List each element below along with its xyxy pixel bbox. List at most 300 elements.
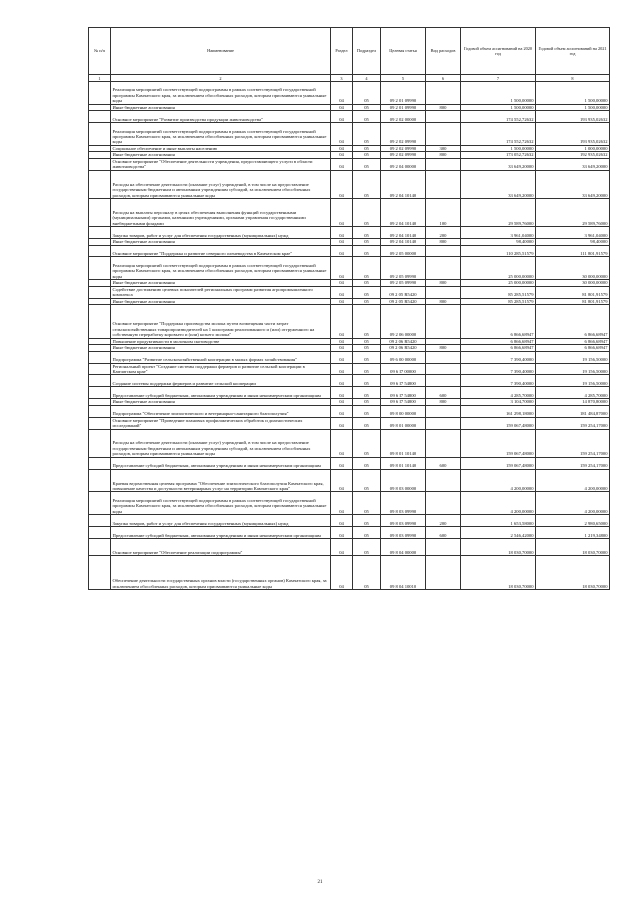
row-statya-cell: 09 8 04 10010 — [381, 556, 426, 590]
table-row — [89, 387, 610, 399]
row-statya-cell: 09 2 04 10140 — [381, 170, 426, 198]
row-vid-cell — [426, 286, 461, 298]
row-statya-cell: 09 2 06 R5420 — [381, 345, 426, 351]
row-2020-cell: 7 390,40000 — [461, 363, 536, 375]
row-2020-cell: 159 067,48000 — [461, 457, 536, 469]
table-row — [89, 305, 610, 339]
row-2020-cell: 110 285,51579 — [461, 245, 536, 257]
row-razdel-cell: 04 — [331, 152, 353, 158]
row-2021-cell: 1 000,00000 — [536, 145, 610, 151]
row-statya-cell: 09 2 05 00000 — [381, 245, 426, 257]
row-statya-cell: 09 8 01 10140 — [381, 457, 426, 469]
row-2021-cell: 4 200,00000 — [536, 492, 610, 515]
row-podrazdel-cell: 05 — [353, 280, 381, 286]
row-2020-cell: 4 200,00000 — [461, 492, 536, 515]
table-row — [89, 170, 610, 198]
row-podrazdel-cell: 05 — [353, 429, 381, 457]
row-2020-cell: 25 000,00000 — [461, 280, 536, 286]
row-podrazdel-cell: 05 — [353, 305, 381, 339]
row-2020-cell: 85 285,51579 — [461, 286, 536, 298]
row-number-cell — [89, 305, 111, 339]
row-number-cell — [89, 111, 111, 123]
row-podrazdel-cell: 05 — [353, 492, 381, 515]
header-2020: Годовой объем ассигнований на 2020 год — [461, 28, 536, 75]
row-vid-cell — [426, 305, 461, 339]
row-statya-cell: 09 2 06 00000 — [381, 305, 426, 339]
table-row — [89, 111, 610, 123]
header-name: Наименование — [111, 28, 331, 75]
row-name-cell: Иные бюджетные ассигнования — [111, 104, 331, 110]
row-name-cell: Основное мероприятие "Поддержка и развитие северного оленеводства в Камчатском крае" — [111, 245, 331, 257]
row-name-cell: Краевая ведомственная целевая программа "Обеспечение эпизоотического благополучия Камчатского края, повышение качества и доступности ветеринарных услуг на территории Камчатского края" — [111, 469, 331, 492]
row-2021-cell: 4 200,00000 — [536, 469, 610, 492]
row-number-cell — [89, 158, 111, 170]
row-podrazdel-cell: 05 — [353, 405, 381, 417]
row-name-cell: Расходы на обеспечение деятельности (оказание услуг) учреждений, в том числе на предоставление государственным бюджетным и автономным учреждениям субсидий, за исключением обособленных расходов, которым присваиваются уникальные коды — [111, 170, 331, 198]
row-name-cell: Закупка товаров, работ и услуг для обеспечения государственных (муниципальных) нужд — [111, 227, 331, 239]
table-row — [89, 429, 610, 457]
table-row — [89, 363, 610, 375]
row-number-cell — [89, 405, 111, 417]
row-razdel-cell: 04 — [331, 417, 353, 429]
row-2021-cell: 81 801,91579 — [536, 298, 610, 304]
row-name-cell: Основное мероприятие "Развитие производства продукции животноводства" — [111, 111, 331, 123]
row-razdel-cell: 04 — [331, 375, 353, 387]
row-number-cell — [89, 170, 111, 198]
row-name-cell: Основное мероприятие "Проведение плановых профилактических обработок и диагностических исследований" — [111, 417, 331, 429]
row-podrazdel-cell: 05 — [353, 399, 381, 405]
row-statya-cell: 09 2 05 09990 — [381, 280, 426, 286]
table-row — [89, 199, 610, 227]
row-2020-cell: 6 866,68947 — [461, 345, 536, 351]
column-number: 3 — [331, 75, 353, 82]
row-2020-cell: 33 649,20000 — [461, 170, 536, 198]
row-name-cell: Реализация мероприятий соответствующей подпрограммы в рамках соответствующей государственной программы Камчатского края, за исключением обособленных расходов, которым присваиваются уникальные коды — [111, 492, 331, 515]
row-statya-cell: 09 6 I7 54800 — [381, 387, 426, 399]
table-row — [89, 375, 610, 387]
row-name-cell: Создание системы поддержки фермеров и развитие сельской кооперации — [111, 375, 331, 387]
row-name-cell: Повышение продуктивности в молочном скотоводстве — [111, 338, 331, 344]
row-2020-cell: 1 500,00000 — [461, 82, 536, 105]
row-name-cell: Основное мероприятие "Обеспечение реализации подпрограммы" — [111, 539, 331, 556]
header-podrazdel: Подраздел — [353, 28, 381, 75]
row-name-cell: Расходы на обеспечение деятельности (оказание услуг) учреждений, в том числе на предоставление государственным бюджетным и автономным учреждениям субсидий, за исключением обособленных расходов, которым присваиваются уникальные коды — [111, 429, 331, 457]
row-razdel-cell: 04 — [331, 257, 353, 280]
row-name-cell: Иные бюджетные ассигнования — [111, 280, 331, 286]
row-2020-cell: 7 390,40000 — [461, 375, 536, 387]
row-number-cell — [89, 429, 111, 457]
row-2020-cell: 33 649,20000 — [461, 158, 536, 170]
row-2021-cell: 19 156,50000 — [536, 351, 610, 363]
row-2020-cell: 6 866,68947 — [461, 305, 536, 339]
row-vid-cell: 100 — [426, 199, 461, 227]
row-number-cell — [89, 82, 111, 105]
header-razdel: Раздел — [331, 28, 353, 75]
table-row — [89, 82, 610, 105]
row-number-cell — [89, 515, 111, 527]
row-name-cell: Предоставление субсидий бюджетным, автономным учреждениям и иным некоммерческим организациям — [111, 387, 331, 399]
column-number: 6 — [426, 75, 461, 82]
row-name-cell: Иные бюджетные ассигнования — [111, 298, 331, 304]
row-2021-cell: 18 030,70000 — [536, 539, 610, 556]
row-statya-cell: 09 8 04 00000 — [381, 539, 426, 556]
row-2021-cell: 6 866,68947 — [536, 345, 610, 351]
row-statya-cell: 09 8 01 10140 — [381, 429, 426, 457]
row-razdel-cell: 04 — [331, 111, 353, 123]
row-name-cell: Иные бюджетные ассигнования — [111, 399, 331, 405]
header-statya: Целевая статья — [381, 28, 426, 75]
row-number-cell — [89, 387, 111, 399]
row-podrazdel-cell: 05 — [353, 539, 381, 556]
row-statya-cell: 09 8 03 09990 — [381, 515, 426, 527]
row-vid-cell: 600 — [426, 387, 461, 399]
table-row — [89, 492, 610, 515]
row-vid-cell: 200 — [426, 227, 461, 239]
row-razdel-cell: 04 — [331, 405, 353, 417]
row-name-cell: Региональный проект "Создание системы поддержки фермеров и развитие сельской кооперации в Камчатском крае" — [111, 363, 331, 375]
column-number: 7 — [461, 75, 536, 82]
header-2021: Годовой объем ассигнований на 2021 год — [536, 28, 610, 75]
row-podrazdel-cell: 05 — [353, 469, 381, 492]
row-podrazdel-cell: 05 — [353, 104, 381, 110]
row-vid-cell — [426, 469, 461, 492]
row-statya-cell: 09 2 02 09990 — [381, 123, 426, 146]
row-2021-cell: 19 156,50000 — [536, 363, 610, 375]
row-2020-cell: 2 546,42000 — [461, 527, 536, 539]
table-row — [89, 158, 610, 170]
row-podrazdel-cell: 05 — [353, 417, 381, 429]
row-vid-cell: 800 — [426, 298, 461, 304]
row-statya-cell: 09 2 04 10140 — [381, 199, 426, 227]
row-statya-cell: 09 6 00 00000 — [381, 351, 426, 363]
table-row — [89, 123, 610, 146]
row-number-cell — [89, 245, 111, 257]
row-vid-cell — [426, 405, 461, 417]
row-vid-cell — [426, 417, 461, 429]
row-podrazdel-cell: 05 — [353, 515, 381, 527]
row-number-cell — [89, 457, 111, 469]
row-vid-cell: 600 — [426, 527, 461, 539]
row-2020-cell: 174 552,72632 — [461, 111, 536, 123]
row-2021-cell: 14 870,80000 — [536, 399, 610, 405]
row-razdel-cell: 04 — [331, 345, 353, 351]
table-row — [89, 515, 610, 527]
row-name-cell: Основное мероприятие "Поддержка производства молока путем возмещения части затрат сельскохозяйственных товаропроизводителей на 1 килограмм реализованного и (или) отгруженного на собственную переработку коровьего и (или) козьего молока" — [111, 305, 331, 339]
row-razdel-cell: 04 — [331, 104, 353, 110]
page-number: 21 — [317, 880, 323, 885]
row-statya-cell: 09 6 I7 54800 — [381, 375, 426, 387]
row-vid-cell — [426, 257, 461, 280]
row-2021-cell: 3 961,04000 — [536, 227, 610, 239]
row-podrazdel-cell: 05 — [353, 123, 381, 146]
row-2021-cell: 6 866,68947 — [536, 305, 610, 339]
row-number-cell — [89, 363, 111, 375]
row-statya-cell: 09 6 I7 54800 — [381, 399, 426, 405]
row-2021-cell: 159 254,17000 — [536, 429, 610, 457]
table-row — [89, 469, 610, 492]
row-podrazdel-cell: 05 — [353, 556, 381, 590]
row-number-cell — [89, 227, 111, 239]
table-row — [89, 405, 610, 417]
row-razdel-cell: 04 — [331, 556, 353, 590]
row-statya-cell: 09 2 01 09990 — [381, 104, 426, 110]
row-2021-cell: 33 649,20000 — [536, 158, 610, 170]
column-number: 2 — [111, 75, 331, 82]
row-2020-cell: 161 298,18000 — [461, 405, 536, 417]
row-name-cell: Реализация мероприятий соответствующей подпрограммы в рамках соответствующей государственной программы Камчатского края, за исключением обособленных расходов, которым присваиваются уникальные коды — [111, 257, 331, 280]
row-statya-cell: 09 8 01 00000 — [381, 417, 426, 429]
row-2021-cell: 29 589,76000 — [536, 199, 610, 227]
row-2020-cell: 173 052,72632 — [461, 152, 536, 158]
row-number-cell — [89, 469, 111, 492]
table-row — [89, 457, 610, 469]
row-2020-cell: 25 000,00000 — [461, 257, 536, 280]
row-razdel-cell: 04 — [331, 387, 353, 399]
document-page — [88, 27, 609, 590]
row-2020-cell: 159 067,48000 — [461, 417, 536, 429]
row-statya-cell: 09 2 04 00000 — [381, 158, 426, 170]
row-vid-cell — [426, 429, 461, 457]
row-2021-cell: 193 935,02632 — [536, 123, 610, 146]
row-vid-cell: 800 — [426, 239, 461, 245]
row-vid-cell — [426, 111, 461, 123]
row-podrazdel-cell: 05 — [353, 111, 381, 123]
row-number-cell — [89, 286, 111, 298]
row-podrazdel-cell: 05 — [353, 338, 381, 344]
row-name-cell: Предоставление субсидий бюджетным, автономным учреждениям и иным некоммерческим организациям — [111, 457, 331, 469]
row-podrazdel-cell: 05 — [353, 457, 381, 469]
budget-table — [88, 27, 610, 590]
row-podrazdel-cell: 05 — [353, 387, 381, 399]
row-statya-cell: 09 8 03 00000 — [381, 469, 426, 492]
row-razdel-cell: 04 — [331, 170, 353, 198]
row-2020-cell: 1 500,00000 — [461, 104, 536, 110]
row-2020-cell: 29 589,76000 — [461, 199, 536, 227]
row-2021-cell: 159 254,17000 — [536, 457, 610, 469]
row-podrazdel-cell: 05 — [353, 199, 381, 227]
row-name-cell: Обеспечение деятельности государственных органов власти (государственных органов) Камчатского края, за исключением обособленных расходов, которым присваиваются уникальные коды — [111, 556, 331, 590]
row-2021-cell: 19 156,50000 — [536, 375, 610, 387]
row-vid-cell: 800 — [426, 104, 461, 110]
row-vid-cell — [426, 556, 461, 590]
row-2020-cell: 18 030,70000 — [461, 539, 536, 556]
row-razdel-cell: 04 — [331, 280, 353, 286]
row-vid-cell: 300 — [426, 145, 461, 151]
row-statya-cell: 09 2 06 R5420 — [381, 338, 426, 344]
row-vid-cell: 800 — [426, 399, 461, 405]
row-name-cell: Социальное обеспечение и иные выплаты населению — [111, 145, 331, 151]
row-statya-cell: 09 2 02 00000 — [381, 111, 426, 123]
row-razdel-cell: 04 — [331, 158, 353, 170]
row-statya-cell: 09 2 04 10140 — [381, 227, 426, 239]
row-name-cell: Реализация мероприятий соответствующей подпрограммы в рамках соответствующей государственной программы Камчатского края, за исключением обособленных расходов, которым присваиваются уникальные коды — [111, 82, 331, 105]
row-podrazdel-cell: 05 — [353, 227, 381, 239]
row-razdel-cell: 04 — [331, 338, 353, 344]
row-2021-cell: 1 219,34800 — [536, 527, 610, 539]
row-vid-cell — [426, 123, 461, 146]
row-vid-cell — [426, 539, 461, 556]
row-statya-cell: 09 8 03 09990 — [381, 527, 426, 539]
row-vid-cell — [426, 492, 461, 515]
row-2020-cell: 4 200,00000 — [461, 469, 536, 492]
row-2021-cell: 30 000,00000 — [536, 280, 610, 286]
row-podrazdel-cell: 05 — [353, 363, 381, 375]
row-number-cell — [89, 257, 111, 280]
row-2021-cell: 98,40000 — [536, 239, 610, 245]
row-2020-cell: 174 552,72632 — [461, 123, 536, 146]
row-razdel-cell: 04 — [331, 492, 353, 515]
row-2021-cell: 81 801,91579 — [536, 286, 610, 298]
row-razdel-cell: 04 — [331, 239, 353, 245]
row-podrazdel-cell: 05 — [353, 257, 381, 280]
row-vid-cell — [426, 158, 461, 170]
row-statya-cell: 09 2 02 09990 — [381, 145, 426, 151]
row-2021-cell: 4 285,70000 — [536, 387, 610, 399]
row-number-cell — [89, 351, 111, 363]
row-razdel-cell: 04 — [331, 199, 353, 227]
row-2020-cell: 4 285,70000 — [461, 387, 536, 399]
row-2021-cell: 1 500,00000 — [536, 82, 610, 105]
row-podrazdel-cell: 05 — [353, 145, 381, 151]
row-2021-cell: 2 980,65000 — [536, 515, 610, 527]
row-razdel-cell: 04 — [331, 145, 353, 151]
row-podrazdel-cell: 05 — [353, 152, 381, 158]
row-razdel-cell: 04 — [331, 539, 353, 556]
row-statya-cell: 09 8 03 09990 — [381, 492, 426, 515]
row-razdel-cell: 04 — [331, 469, 353, 492]
row-razdel-cell: 04 — [331, 82, 353, 105]
row-razdel-cell: 04 — [331, 227, 353, 239]
row-razdel-cell: 04 — [331, 363, 353, 375]
row-statya-cell: 09 2 04 10140 — [381, 239, 426, 245]
row-razdel-cell: 04 — [331, 429, 353, 457]
row-number-cell — [89, 417, 111, 429]
row-podrazdel-cell: 05 — [353, 239, 381, 245]
row-razdel-cell: 04 — [331, 351, 353, 363]
row-statya-cell: 09 2 01 09990 — [381, 82, 426, 105]
table-row — [89, 227, 610, 239]
row-2020-cell: 7 390,40000 — [461, 351, 536, 363]
row-name-cell: Подпрограмма "Развитие сельскохозяйственной кооперации в малых формах хозяйствования" — [111, 351, 331, 363]
row-vid-cell: 800 — [426, 152, 461, 158]
row-name-cell: Закупка товаров, работ и услуг для обеспечения государственных (муниципальных) нужд — [111, 515, 331, 527]
row-number-cell — [89, 527, 111, 539]
row-2020-cell: 1 500,00000 — [461, 145, 536, 151]
column-number: 1 — [89, 75, 111, 82]
column-number: 5 — [381, 75, 426, 82]
row-podrazdel-cell: 05 — [353, 527, 381, 539]
row-2021-cell: 181 484,87000 — [536, 405, 610, 417]
row-name-cell: Иные бюджетные ассигнования — [111, 239, 331, 245]
row-razdel-cell: 04 — [331, 123, 353, 146]
table-row — [89, 556, 610, 590]
row-name-cell: Подпрограмма "Обеспечение эпизоотического и ветеринарно-санитарного благополучия" — [111, 405, 331, 417]
row-razdel-cell: 04 — [331, 305, 353, 339]
row-razdel-cell: 04 — [331, 298, 353, 304]
row-razdel-cell: 04 — [331, 399, 353, 405]
table-row — [89, 417, 610, 429]
row-2020-cell: 18 030,70000 — [461, 556, 536, 590]
column-number: 4 — [353, 75, 381, 82]
table-row — [89, 351, 610, 363]
row-podrazdel-cell: 05 — [353, 170, 381, 198]
row-2021-cell: 33 649,20000 — [536, 170, 610, 198]
row-podrazdel-cell: 05 — [353, 158, 381, 170]
row-name-cell: Иные бюджетные ассигнования — [111, 345, 331, 351]
row-podrazdel-cell: 05 — [353, 351, 381, 363]
row-2020-cell: 3 961,04000 — [461, 227, 536, 239]
column-number-row — [89, 75, 610, 82]
row-2020-cell: 85 285,51579 — [461, 298, 536, 304]
row-vid-cell: 800 — [426, 345, 461, 351]
row-podrazdel-cell: 05 — [353, 345, 381, 351]
row-podrazdel-cell: 05 — [353, 298, 381, 304]
row-2021-cell: 192 935,02632 — [536, 152, 610, 158]
row-razdel-cell: 04 — [331, 527, 353, 539]
row-statya-cell: 09 2 05 R5420 — [381, 286, 426, 298]
column-number: 8 — [536, 75, 610, 82]
row-razdel-cell: 04 — [331, 457, 353, 469]
row-2020-cell: 3 104,70000 — [461, 399, 536, 405]
table-body — [89, 82, 610, 590]
row-vid-cell — [426, 375, 461, 387]
row-podrazdel-cell: 05 — [353, 375, 381, 387]
row-vid-cell — [426, 363, 461, 375]
row-vid-cell: 600 — [426, 457, 461, 469]
row-2020-cell: 6 866,68947 — [461, 338, 536, 344]
row-statya-cell: 09 2 05 09990 — [381, 257, 426, 280]
row-vid-cell: 800 — [426, 280, 461, 286]
row-vid-cell — [426, 82, 461, 105]
row-name-cell: Реализация мероприятий соответствующей подпрограммы в рамках соответствующей государственной программы Камчатского края, за исключением обособленных расходов, которым присваиваются уникальные коды — [111, 123, 331, 146]
row-podrazdel-cell: 05 — [353, 245, 381, 257]
table-row — [89, 539, 610, 556]
row-2021-cell: 30 000,00000 — [536, 257, 610, 280]
row-statya-cell: 09 2 02 09990 — [381, 152, 426, 158]
row-name-cell: Предоставление субсидий бюджетным, автономным учреждениям и иным некоммерческим организациям — [111, 527, 331, 539]
row-name-cell: Основное мероприятие "Обеспечение деятельности учреждения, предоставляющего услуги в области животноводства" — [111, 158, 331, 170]
row-number-cell — [89, 539, 111, 556]
row-vid-cell — [426, 351, 461, 363]
row-vid-cell — [426, 170, 461, 198]
row-podrazdel-cell: 05 — [353, 286, 381, 298]
row-2021-cell: 18 030,70000 — [536, 556, 610, 590]
row-number-cell — [89, 492, 111, 515]
row-2021-cell: 111 801,91579 — [536, 245, 610, 257]
row-number-cell — [89, 556, 111, 590]
row-2020-cell: 159 067,48000 — [461, 429, 536, 457]
row-number-cell — [89, 199, 111, 227]
row-vid-cell — [426, 245, 461, 257]
table-row — [89, 286, 610, 298]
header-vid: Вид расходов — [426, 28, 461, 75]
header-row — [89, 28, 610, 75]
row-razdel-cell: 04 — [331, 245, 353, 257]
row-2021-cell: 159 254,17000 — [536, 417, 610, 429]
row-razdel-cell: 04 — [331, 515, 353, 527]
row-2021-cell: 193 935,02632 — [536, 111, 610, 123]
row-razdel-cell: 04 — [331, 286, 353, 298]
row-2020-cell: 98,40000 — [461, 239, 536, 245]
row-number-cell — [89, 123, 111, 146]
row-2020-cell: 1 653,58000 — [461, 515, 536, 527]
table-row — [89, 245, 610, 257]
row-vid-cell: 200 — [426, 515, 461, 527]
row-2021-cell: 6 866,68947 — [536, 338, 610, 344]
row-statya-cell: 09 6 I7 00000 — [381, 363, 426, 375]
row-podrazdel-cell: 05 — [353, 82, 381, 105]
table-row — [89, 527, 610, 539]
